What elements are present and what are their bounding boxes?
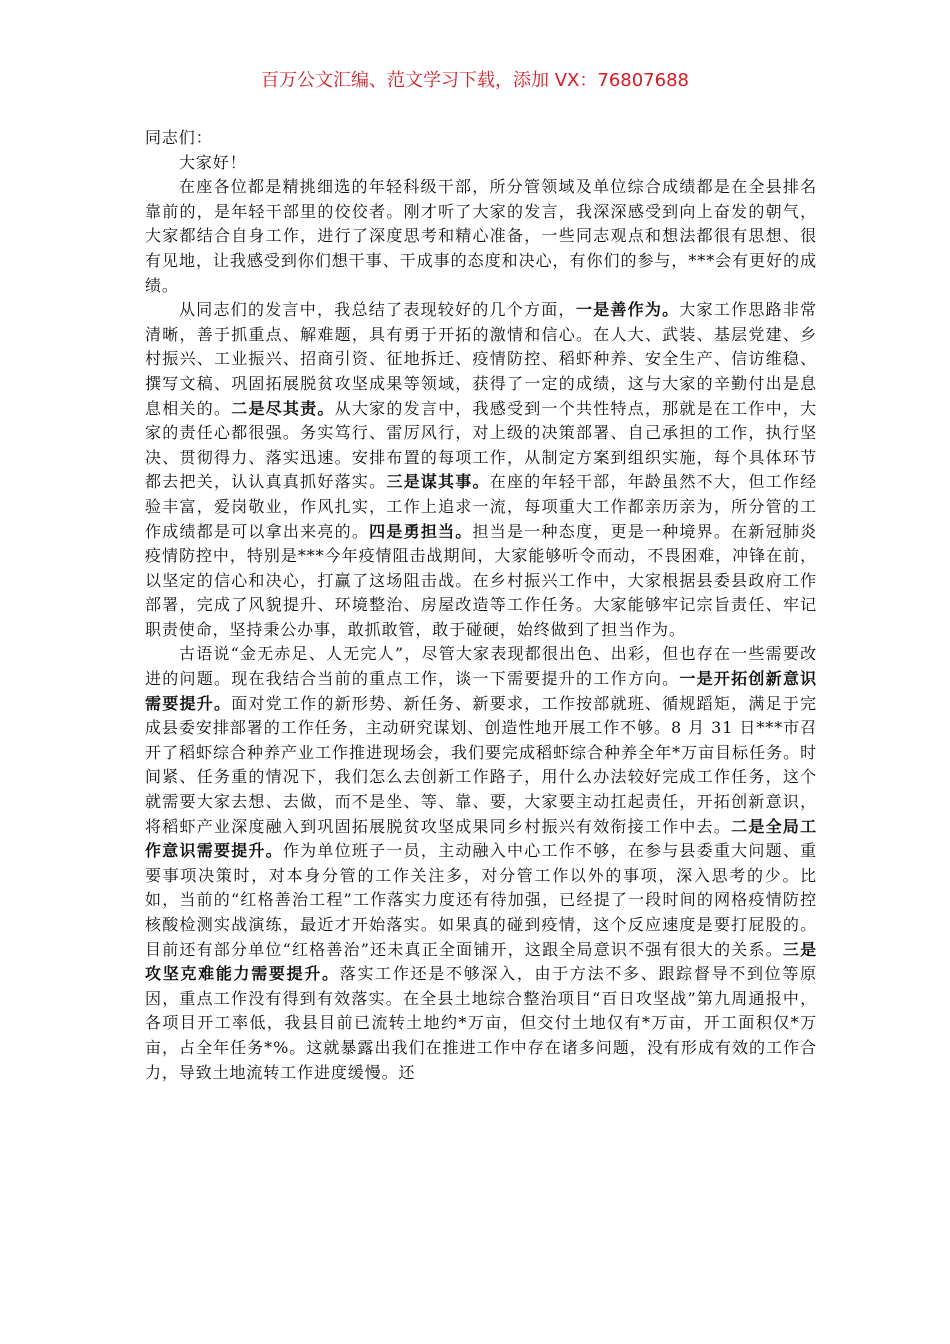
p2-text-0: 从同志们的发言中，我总结了表现较好的几个方面，	[179, 300, 576, 320]
p2-heading-2: 二是尽其责。	[231, 398, 335, 418]
p2-text-4: 担当是一种态度，更是一种境界。在新冠肺炎疫情防控中，特别是***今年疫情阻击战期间，大家能够听令而动，不畏困难，冲锋在前，以坚定的信心和决心，打赢了这场阻击战。在乡村振兴工作中，大家根据县委县政府工作部署，完成了风貌提升、环境整治、房屋改造等工作任务。大家能够牢记宗旨责任、牢记职责使命，坚持秉公办事，敢抓敢管，敢于碰硬，始终做到了担当作为。	[145, 521, 817, 639]
salutation: 同志们：	[145, 128, 213, 147]
p3-text-0: 古语说“金无赤足、人无完人”，尽管大家表现都很出色、出彩，但也存在一些需要改进的问题。现在我结合当前的重点工作，谈一下需要提升的工作方向。	[145, 644, 817, 689]
speech-body	[145, 126, 817, 1085]
p3-text-2: 作为单位班子一员，主动融入中心工作不够，在参与县委重大问题、重要事项决策时，对本身分管的工作关注多，对分管工作以外的事项，深入思考的少。比如，当前的“红格善治工程”工作落实力度还有待加强，已经提了一段时间的网格疫情防控核酸检测实战演练，最近才开始落实。如果真的碰到疫情，这个反应速度是要打屁股的。目前还有部分单位“红格善治”还未真正全面铺开，这跟全局意识不强有很大的关系。	[145, 841, 817, 959]
p2-text-2: 从大家的发言中，我感受到一个共性特点，那就是在工作中，大家的责任心都很强。务实笃行、雷厉风行，对上级的决策部署、自己承担的工作，执行坚决、贯彻得力、落实迅速。安排布置的每项工作，从制定方案到组织实施，每个具体环节都去把关，认认真真抓好落实。	[145, 398, 817, 492]
p3-heading-1: 一是开拓创新意识需要提升。	[145, 669, 817, 713]
p3-text-3: 落实工作还是不够深入，由于方法不多、跟踪督导不到位等原因，重点工作没有得到有效落实。在全县土地综合整治项目“百日攻坚战”第九周通报中，各项目开工率低，我县目前已流转土地约*万亩，但交付土地仅有*万亩，开工面积仅*万亩，占全年任务*%。这就暴露出我们在推进工作中存在诸多问题，没有形成有效的工作合力，导致土地流转工作进度缓慢。还	[145, 964, 817, 1082]
paragraph-2	[145, 298, 817, 642]
p2-heading-3: 三是谋其事。	[386, 472, 490, 492]
greeting: 大家好！	[179, 152, 247, 172]
p2-heading-1: 一是善作为。	[575, 300, 680, 320]
header-watermark-text: 百万公文汇编、范文学习下载，添加 VX：76807688	[261, 70, 689, 91]
p2-heading-4: 四是勇担当。	[369, 521, 473, 541]
p2-text-1: 大家工作思路非常清晰，善于抓重点、解难题，具有勇于开拓的激情和信心。在人大、武装、基层党建、乡村振兴、工业振兴、招商引资、征地拆迁、疫情防控、稻虾种养、安全生产、信访维稳、撰写文稿、巩固拓展脱贫攻坚成果等领域，获得了一定的成绩，这与大家的辛勤付出是息息相关的。	[145, 300, 817, 418]
p3-heading-2: 二是全局工作意识需要提升。	[145, 816, 817, 861]
p2-text-3: 在座的年轻干部，年龄虽然不大，但工作经验丰富，爱岗敬业，作风扎实，工作上追求一流，每项重大工作都亲历亲为，所分管的工作成绩都是可以拿出来亮的。	[145, 472, 817, 541]
p3-text-1: 面对党工作的新形势、新任务、新要求，工作按部就班、循规蹈矩，满足于完成县委安排部署的工作任务，主动研究谋划、创造性地开展工作不够。8 月 31 日***市召开了稻虾综合种养产业工作推进现场会，我们要完成稻虾综合种养全年*万亩目标任务。时间紧、任务重的情况下，我们怎么去创新工作路子，用什么办法较好完成工作任务，这个就需要大家去想、去做，而不是坐、等、靠、要，大家要主动扛起责任，开拓创新意识，将稻虾产业深度融入到巩固拓展脱贫攻坚成果同乡村振兴有效衔接工作中去。	[145, 693, 817, 836]
p3-heading-3: 三是攻坚克难能力需要提升。	[145, 939, 817, 984]
paragraph-1: 在座各位都是精挑细选的年轻科级干部，所分管领域及单位综合成绩都是在全县排名靠前的，是年轻干部里的佼佼者。刚才听了大家的发言，我深深感受到向上奋发的朝气，大家都结合自身工作，进行了深度思考和精心准备，一些同志观点和想法都很有思想、很有见地，让我感受到你们想干事、干成事的态度和决心，有你们的参与，***会有更好的成绩。	[145, 177, 817, 295]
paragraph-3	[145, 642, 817, 1085]
